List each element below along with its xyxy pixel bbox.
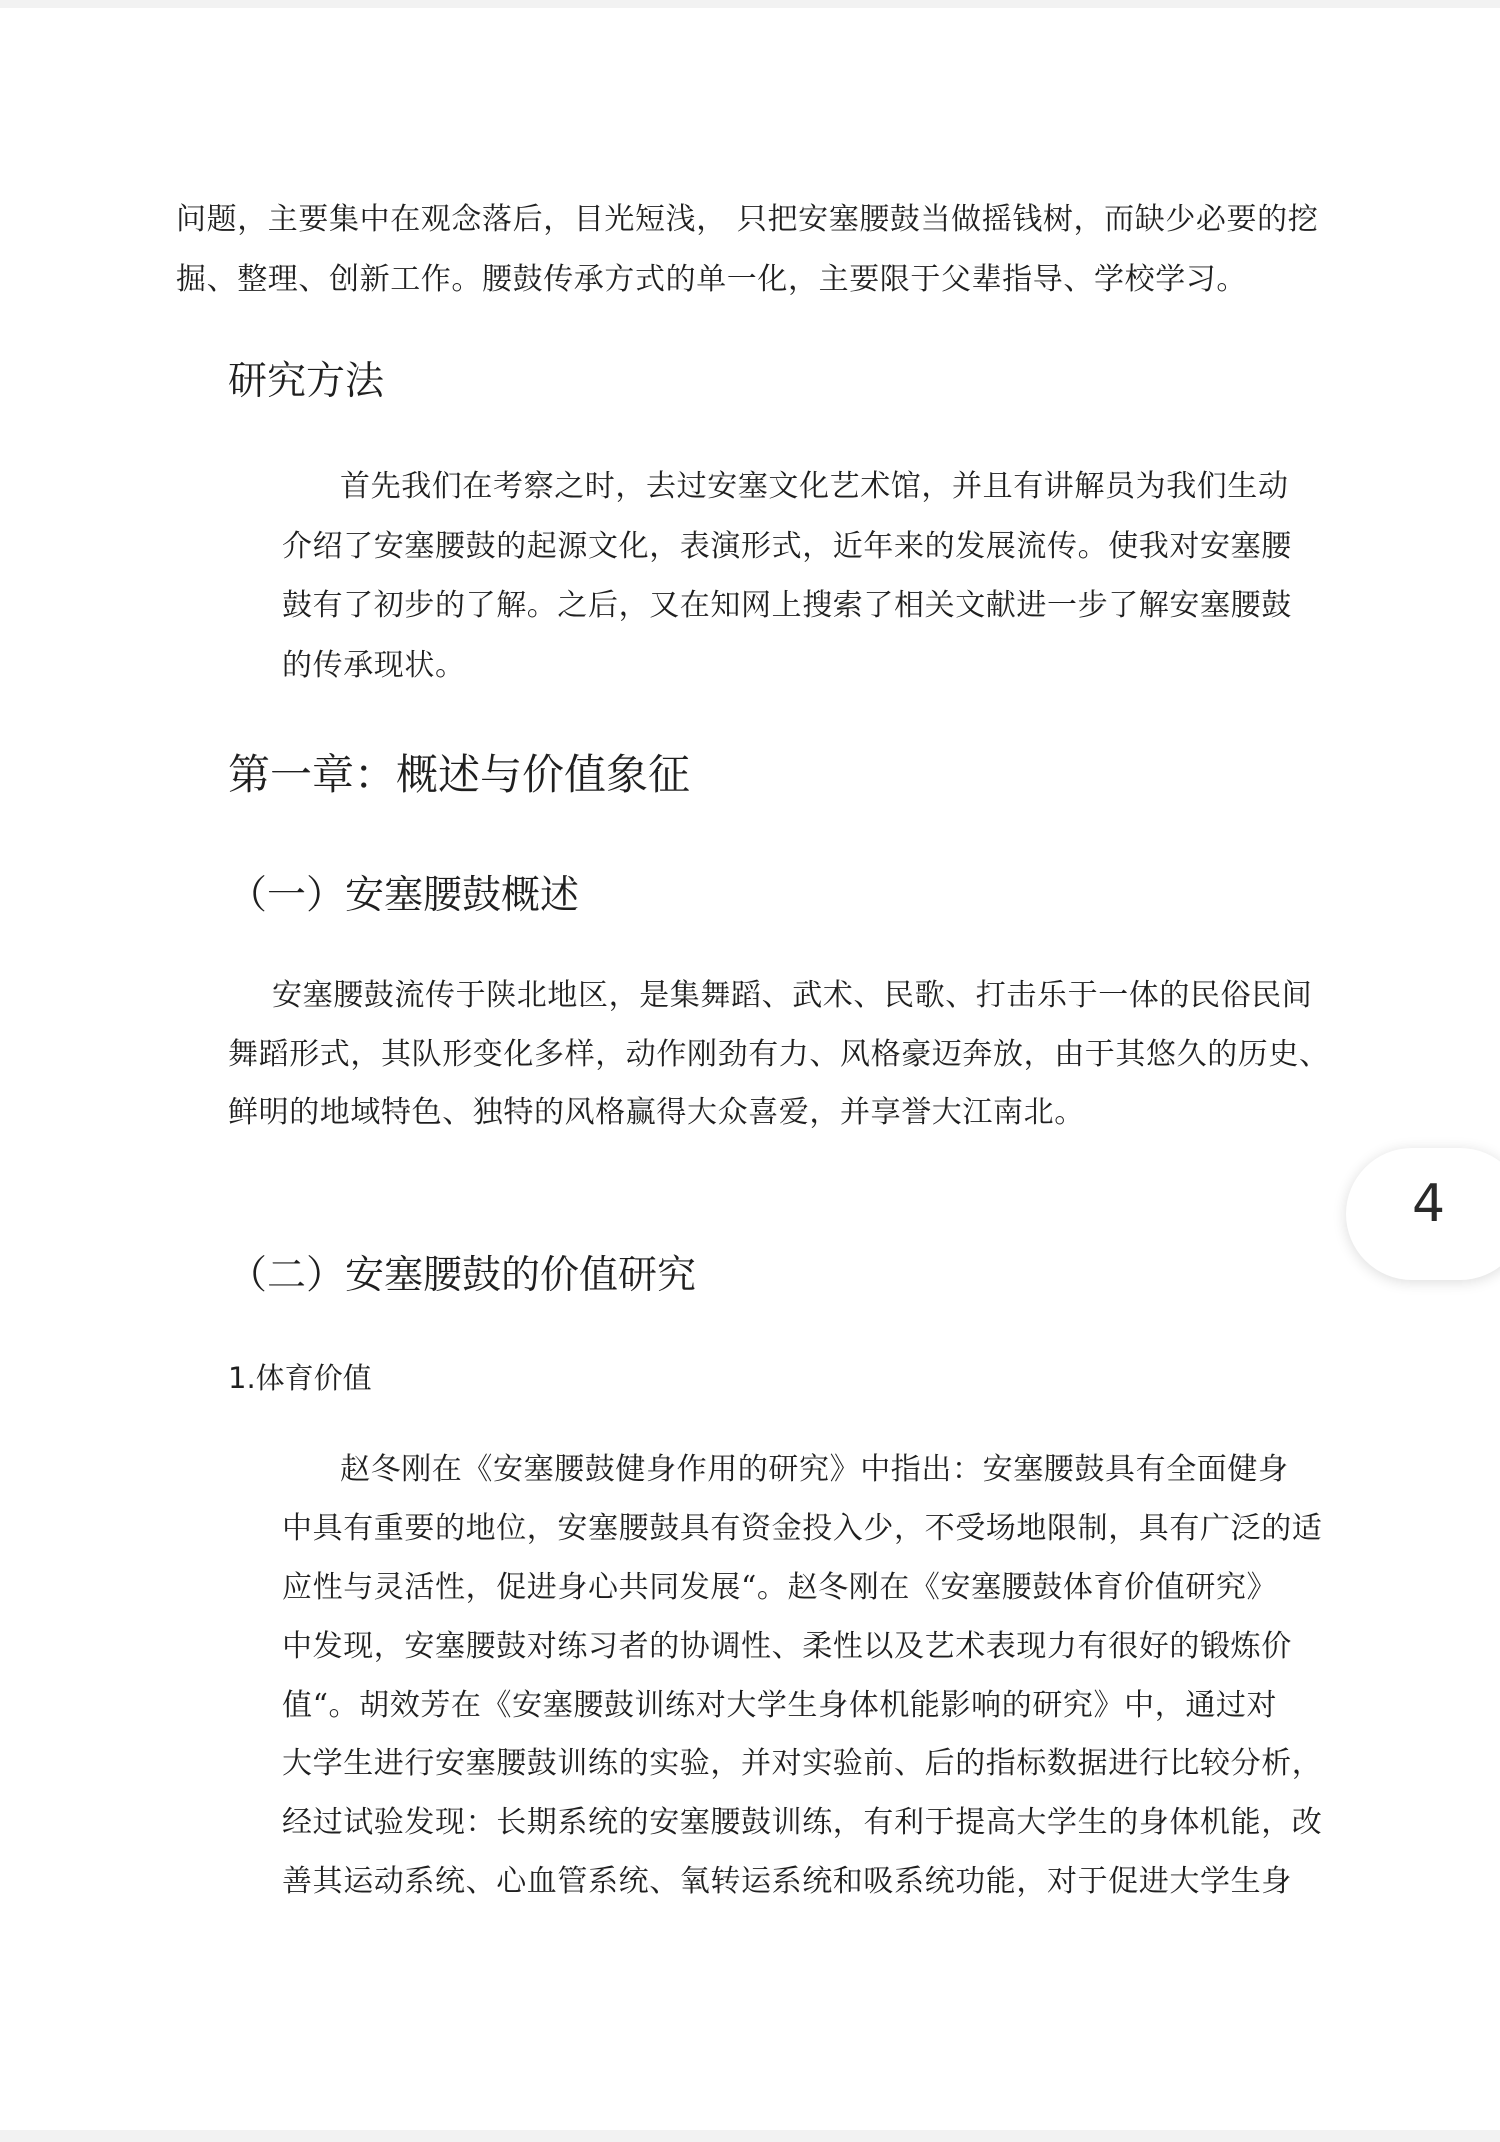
chapter-one-heading: 第一章：概述与价值象征 xyxy=(228,750,691,799)
sports-line-6: 大学生进行安塞腰鼓训练的实验，并对实验前、后的指标数据进行比较分析， xyxy=(282,1746,1323,1781)
method-line-4: 的传承现状。 xyxy=(282,648,466,683)
sports-line-7: 经过试验发现：长期系统的安塞腰鼓训练，有利于提高大学生的身体机能，改 xyxy=(282,1805,1323,1840)
sports-line-5: 值“。胡效芳在《安塞腰鼓训练对大学生身体机能影响的研究》中，通过对 xyxy=(282,1688,1278,1723)
method-line-1: 首先我们在考察之时，去过安塞文化艺术馆，并且有讲解员为我们生动 xyxy=(340,469,1289,504)
sports-line-4: 中发现，安塞腰鼓对练习者的协调性、柔性以及艺术表现力有很好的锻炼价 xyxy=(282,1629,1292,1664)
value-research-heading: （二）安塞腰鼓的价值研究 xyxy=(228,1253,697,1298)
page-number: 4 xyxy=(1412,1174,1446,1234)
document-page xyxy=(0,8,1500,2130)
research-method-heading: 研究方法 xyxy=(228,359,385,404)
intro-line-2: 掘、整理、创新工作。腰鼓传承方式的单一化，主要限于父辈指导、学校学习。 xyxy=(176,262,1247,297)
sports-line-1: 赵冬刚在《安塞腰鼓健身作用的研究》中指出：安塞腰鼓具有全面健身 xyxy=(340,1452,1289,1487)
overview-line-3: 鲜明的地域特色、独特的风格赢得大众喜爱，并享誉大江南北。 xyxy=(228,1095,1085,1130)
intro-line-1: 问题，主要集中在观念落后，目光短浅， 只把安塞腰鼓当做摇钱树，而缺少必要的挖 xyxy=(176,202,1319,237)
sports-line-2: 中具有重要的地位，安塞腰鼓具有资金投入少，不受场地限制，具有广泛的适 xyxy=(282,1511,1323,1546)
method-line-3: 鼓有了初步的了解。之后，又在知网上搜索了相关文献进一步了解安塞腰鼓 xyxy=(282,588,1292,623)
overview-line-2: 舞蹈形式，其队形变化多样，动作刚劲有力、风格豪迈奔放，由于其悠久的历史、 xyxy=(228,1037,1330,1072)
sports-line-3: 应性与灵活性，促进身心共同发展“。赵冬刚在《安塞腰鼓体育价值研究》 xyxy=(282,1570,1278,1605)
page-number-indicator[interactable] xyxy=(1346,1148,1500,1280)
sports-value-heading: 1.体育价值 xyxy=(228,1361,372,1395)
overview-heading: （一）安塞腰鼓概述 xyxy=(228,873,580,918)
method-line-2: 介绍了安塞腰鼓的起源文化，表演形式，近年来的发展流传。使我对安塞腰 xyxy=(282,529,1292,564)
sports-line-8: 善其运动系统、心血管系统、氧转运系统和吸系统功能，对于促进大学生身 xyxy=(282,1864,1292,1899)
overview-line-1: 安塞腰鼓流传于陕北地区，是集舞蹈、武术、民歌、打击乐于一体的民俗民间 xyxy=(272,978,1313,1013)
